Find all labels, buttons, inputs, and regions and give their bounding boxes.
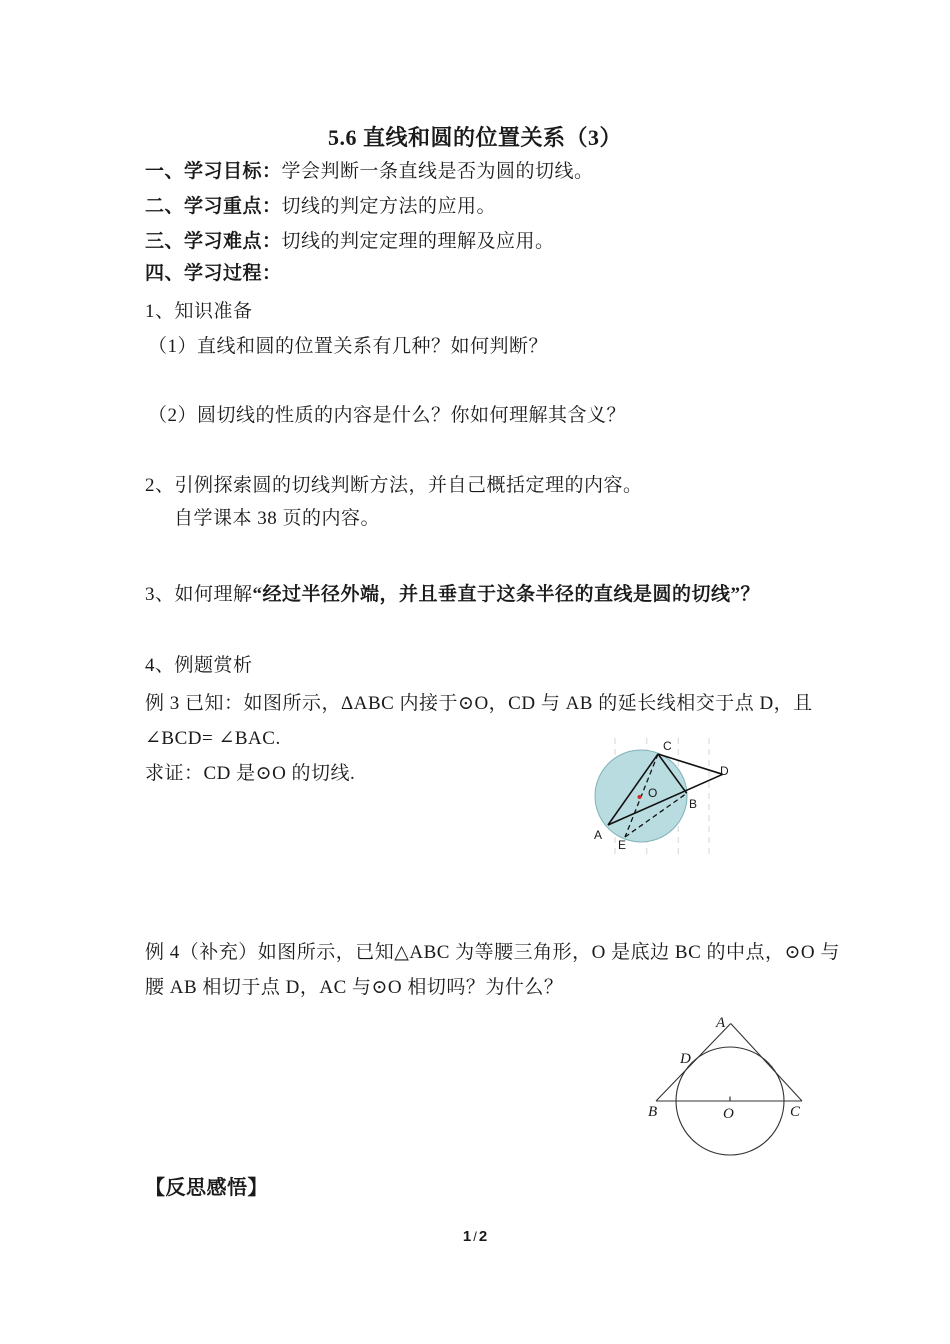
point-label-d: D bbox=[680, 1051, 691, 1067]
objective-line-2 bbox=[145, 194, 496, 220]
objective-line-4 bbox=[145, 261, 282, 287]
example3-line-3: 求证：CD 是⊙O 的切线. bbox=[145, 763, 356, 784]
triangle-lines bbox=[656, 1024, 802, 1102]
center-label-o: O bbox=[648, 786, 658, 800]
item-3-quoted: “经过半径外端，并且垂直于这条半径的直线是圆的切线”？ bbox=[252, 584, 761, 605]
objective-text: 切线的判定定理的理解及应用。 bbox=[281, 231, 555, 252]
process-item-2-sub: 自学课本 38 页的内容。 bbox=[174, 508, 381, 529]
process-item-2: 2、引例探索圆的切线判断方法，并自己概括定理的内容。 bbox=[145, 475, 643, 496]
point-label-a: A bbox=[594, 828, 603, 842]
point-label-e: E bbox=[618, 838, 627, 852]
objective-label: 四、学习过程： bbox=[145, 263, 282, 284]
page-current: 1 bbox=[462, 1228, 472, 1245]
point-label-c: C bbox=[663, 739, 672, 753]
process-item-4: 4、例题赏析 bbox=[145, 655, 253, 676]
center-point bbox=[638, 795, 642, 799]
objective-line-3 bbox=[145, 229, 555, 255]
objective-line-1 bbox=[145, 159, 594, 185]
objective-text: 切线的判定方法的应用。 bbox=[281, 196, 497, 217]
item-3-prefix: 3、如何理解 bbox=[145, 584, 253, 605]
process-item-1: 1、知识准备 bbox=[145, 301, 253, 322]
objective-label: 三、学习难点： bbox=[145, 231, 282, 252]
example3-line-2: ∠BCD= ∠BAC. bbox=[145, 728, 281, 749]
objective-label: 二、学习重点： bbox=[145, 196, 282, 217]
page-indicator bbox=[0, 1228, 950, 1245]
example3-line-1: 例 3 已知：如图所示，ΔABC 内接于⊙O，CD 与 AB 的延长线相交于点 D，且 bbox=[145, 693, 813, 714]
example4-figure bbox=[640, 1008, 820, 1163]
point-label-b: B bbox=[648, 1104, 658, 1120]
objective-label: 一、学习目标： bbox=[145, 161, 282, 182]
reflection-heading: 【反思感悟】 bbox=[145, 1177, 268, 1199]
example4-line-2: 腰 AB 相切于点 D，AC 与⊙O 相切吗？为什么？ bbox=[145, 977, 564, 998]
point-label-b: B bbox=[689, 797, 698, 811]
page-title: 5.6 直线和圆的位置关系（3） bbox=[327, 125, 622, 150]
example4-line-1: 例 4（补充）如图所示，已知△ABC 为等腰三角形，O 是底边 BC 的中点，⊙O 与 bbox=[145, 942, 840, 963]
process-question-2: （2）圆切线的性质的内容是什么？你如何理解其含义？ bbox=[148, 405, 627, 426]
process-item-3 bbox=[145, 582, 760, 608]
page-separator: / bbox=[473, 1229, 477, 1244]
objective-text: 学会判断一条直线是否为圆的切线。 bbox=[281, 161, 594, 182]
point-label-d: D bbox=[720, 764, 729, 778]
page-total: 2 bbox=[478, 1228, 488, 1245]
example3-figure bbox=[580, 735, 750, 860]
center-label-o: O bbox=[723, 1106, 734, 1122]
process-question-1: （1）直线和圆的位置关系有几种？如何判断？ bbox=[148, 336, 549, 357]
point-label-c: C bbox=[790, 1104, 801, 1120]
point-label-a: A bbox=[716, 1015, 726, 1031]
